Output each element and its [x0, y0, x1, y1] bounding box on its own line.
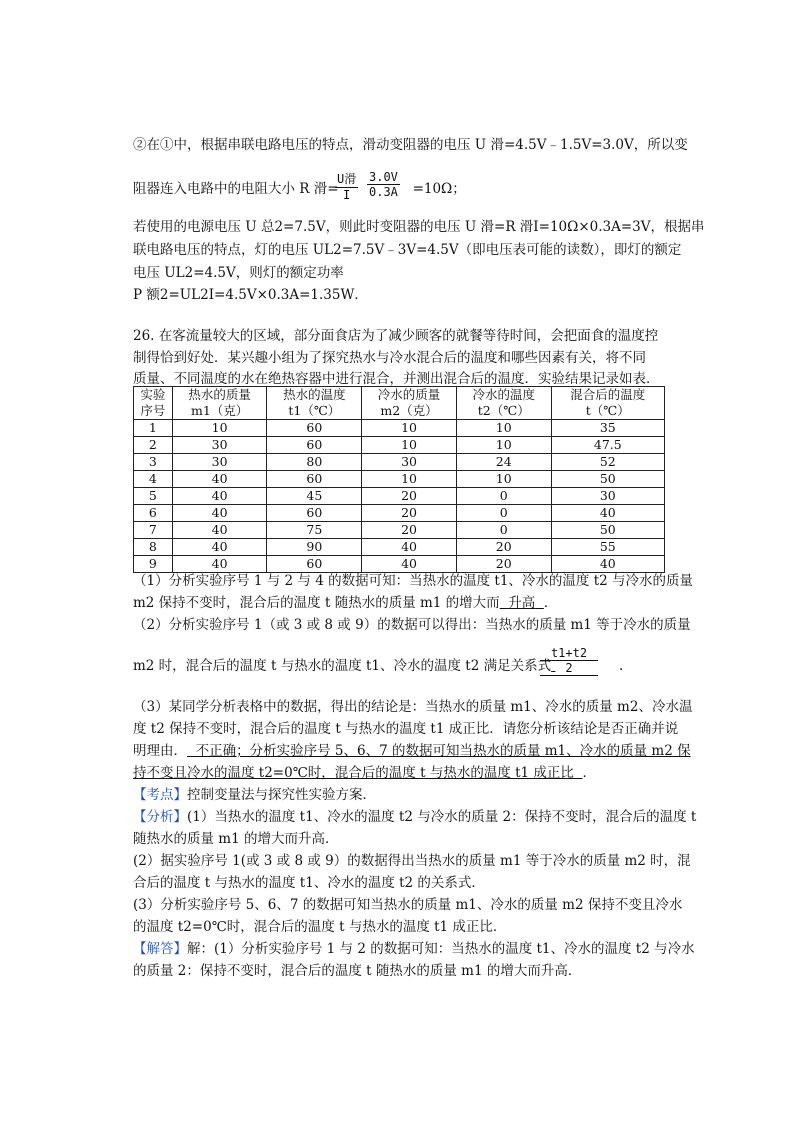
sub-q1-line-1: （1）分析实验序号 1 与 2 与 4 的数据可知：当热水的温度 t1、冷水的温度 t2 与冷水的质量	[133, 573, 694, 589]
header-cell: 混合后的温度 t（℃）	[551, 387, 664, 420]
question-26-line-3: 质量、不同温度的水在绝热容器中进行混合，并测出混合后的温度．实验结果记录如表．	[133, 371, 660, 387]
table-row	[134, 437, 665, 454]
table-cell: 50	[551, 522, 664, 539]
table-cell: 10	[456, 420, 551, 437]
header-cell: 热水的质量 m1（克）	[172, 387, 267, 420]
table-cell: 40	[551, 505, 664, 522]
table-cell: 20	[456, 556, 551, 573]
fenxi-line-1	[133, 808, 696, 826]
sub-q1-text: m2 保持不变时，混合后的温度 t 随热水的质量 m1 的增大而	[133, 595, 500, 611]
header-cell: 冷水的质量 m2（克）	[362, 387, 457, 420]
sub-q3-line-4: 持不变且冷水的温度 t2=0℃时，混合后的温度 t 与热水的温度 t1 成正比 ．	[133, 765, 597, 781]
fraction-numerator: t1+t2	[540, 646, 598, 661]
table-cell: 10	[456, 471, 551, 488]
table-cell: 3	[134, 454, 173, 471]
fraction-denominator: I	[343, 188, 351, 202]
table-row	[134, 505, 665, 522]
table-cell: 20	[362, 522, 457, 539]
fenxi-text: (1）当热水的温度 t1、冷水的温度 t2 与冷水的质量 2：保持不变时，混合后的温度 t	[187, 809, 697, 825]
table-cell: 24	[456, 454, 551, 471]
jieda-line-1	[133, 940, 695, 958]
header-cell: 热水的温度 t1（℃）	[267, 387, 362, 420]
header-cell: 实验 序号	[134, 387, 173, 420]
sub-q3-line-3	[133, 742, 691, 760]
table-cell: 10	[362, 437, 457, 454]
sub-q3-answer-1: 不正确；分析实验序号 5、6、7 的数据可知当热水的质量 m1、冷水的质量 m2 保	[195, 743, 691, 759]
sub-q2-text: m2 时，混合后的温度 t 与热水的温度 t1、冷水的温度 t2 满足关系式	[133, 658, 552, 674]
sub-q2-answer-fraction	[540, 646, 598, 676]
table-cell: 10	[172, 420, 267, 437]
table-cell: 10	[456, 437, 551, 454]
table-cell: 30	[551, 488, 664, 505]
table-cell: 6	[134, 505, 173, 522]
table-row	[134, 539, 665, 556]
experiment-table	[133, 386, 665, 573]
fraction-denominator: 2	[540, 661, 598, 676]
sub-q2-line-2: m2 时，混合后的温度 t 与热水的温度 t1、冷水的温度 t2 满足关系式 ．	[133, 658, 633, 674]
table-cell: 1	[134, 420, 173, 437]
table-cell: 80	[267, 454, 362, 471]
sub-q3-line-2: 度 t2 保持不变时，混合后的温度 t 与热水的温度 t1 成正比．请您分析该结论是否正确并说	[133, 721, 679, 737]
fenxi-label: 【分析】	[133, 809, 187, 825]
kaodian-text: 控制变量法与探究性实验方案．	[187, 787, 376, 803]
table-cell: 0	[456, 505, 551, 522]
sub-q3-line-1: （3）某同学分析表格中的数据，得出的结论是：当热水的质量 m1、冷水的质量 m2、冷水温	[133, 699, 693, 715]
table-header-row	[134, 387, 665, 420]
fenxi-line-3: (2）据实验序号 1(或 3 或 8 或 9）的数据得出当热水的质量 m1 等于冷水的质量 m2 时，混	[133, 853, 691, 869]
table-row	[134, 488, 665, 505]
table-row	[134, 522, 665, 539]
jieda-line-2: 的质量 2：保持不变时，混合后的温度 t 随热水的质量 m1 的增大而升高．	[133, 963, 582, 979]
table-cell: 30	[172, 454, 267, 471]
table-cell: 2	[134, 437, 173, 454]
sol-line-6: P 额2=UL2I=4.5V×0.3A=1.35W．	[133, 287, 368, 303]
table-cell: 35	[551, 420, 664, 437]
sol-line-5: 电压 UL2=4.5V，则灯的额定功率	[133, 265, 344, 281]
kaodian-line	[133, 786, 376, 804]
table-cell: 40	[551, 556, 664, 573]
sub-q3-text: 明理由．	[133, 743, 187, 759]
table-cell: 40	[172, 471, 267, 488]
table-cell: 60	[267, 471, 362, 488]
table-cell: 75	[267, 522, 362, 539]
table-cell: 60	[267, 505, 362, 522]
kaodian-label: 【考点】	[133, 787, 187, 803]
table-cell: 60	[267, 556, 362, 573]
sol-line-2	[133, 180, 466, 198]
sol-line-2-result: =10Ω；	[412, 181, 466, 197]
table-cell: 10	[362, 420, 457, 437]
table-cell: 40	[172, 522, 267, 539]
fenxi-line-2: 随热水的质量 m1 的增大而升高．	[133, 831, 339, 847]
table-cell: 47.5	[551, 437, 664, 454]
fenxi-line-4: 合后的温度 t 与热水的温度 t1、冷水的温度 t2 的关系式．	[133, 875, 485, 891]
sub-q1-line-2: m2 保持不变时，混合后的温度 t 随热水的质量 m1 的增大而 升高 ．	[133, 595, 558, 611]
sol-line-4: 联电路电压的特点，灯的电压 UL2=7.5V﹣3V=4.5V（即电压表可能的读数），即灯的额定	[133, 242, 682, 258]
table-cell: 60	[267, 437, 362, 454]
fraction-denominator: 0.3A	[369, 185, 398, 199]
fraction-numerator: 3.0V	[369, 170, 398, 184]
table-cell: 30	[172, 437, 267, 454]
header-cell: 冷水的温度 t2（℃）	[456, 387, 551, 420]
table-row	[134, 556, 665, 573]
table-cell: 40	[172, 488, 267, 505]
table-cell: 20	[456, 539, 551, 556]
table-cell: 9	[134, 556, 173, 573]
table-cell: 40	[172, 539, 267, 556]
jieda-label: 【解答】	[133, 941, 187, 957]
table-row	[134, 471, 665, 488]
sol-line-1: ②在①中，根据串联电路电压的特点，滑动变阻器的电压 U 滑=4.5V﹣1.5V=3.0V，所以变	[133, 137, 688, 153]
table-cell: 30	[362, 454, 457, 471]
table-row	[134, 454, 665, 471]
question-26-line-1: 26. 在客流量较大的区域，部分面食店为了减少顾客的就餐等待时间，会把面食的温度控	[133, 328, 659, 344]
fraction-u-over-i	[335, 170, 358, 202]
table-cell: 40	[362, 556, 457, 573]
table-cell: 0	[456, 488, 551, 505]
table-cell: 10	[362, 471, 457, 488]
table-cell: 5	[134, 488, 173, 505]
table-row	[134, 420, 665, 437]
table-cell: 20	[362, 505, 457, 522]
sub-q3-answer-2: 持不变且冷水的温度 t2=0℃时，混合后的温度 t 与热水的温度 t1 成正比	[133, 765, 574, 781]
fraction-numerator: U滑	[337, 172, 357, 186]
sol-line-2-text: 阻器连入电路中的电阻大小 R 滑=	[133, 181, 339, 197]
table-cell: 7	[134, 522, 173, 539]
sub-q2-line-1: （2）分析实验序号 1（或 3 或 8 或 9）的数据可以得出：当热水的质量 m1 等于冷水的质量	[133, 617, 691, 633]
table-cell: 90	[267, 539, 362, 556]
table-cell: 40	[172, 505, 267, 522]
table-cell: 40	[362, 539, 457, 556]
table-cell: 20	[362, 488, 457, 505]
fenxi-line-6: 的温度 t2=0℃时，混合后的温度 t 与热水的温度 t1 成正比．	[133, 919, 507, 935]
fraction-value	[367, 170, 400, 199]
table-cell: 45	[267, 488, 362, 505]
sub-q1-answer: 升高	[508, 595, 536, 611]
table-cell: 60	[267, 420, 362, 437]
table-cell: 4	[134, 471, 173, 488]
sol-line-3: 若使用的电源电压 U 总2=7.5V，则此时变阻器的电压 U 滑=R 滑I=10Ω×0.3A=3V，根据串	[133, 219, 705, 235]
table-cell: 40	[172, 556, 267, 573]
jieda-text: 解：(1）分析实验序号 1 与 2 的数据可知：当热水的温度 t1、冷水的温度 t2 与冷水	[187, 941, 695, 957]
table-cell: 52	[551, 454, 664, 471]
table-cell: 50	[551, 471, 664, 488]
question-26-line-2: 制得恰到好处．某兴趣小组为了探究热水与冷水混合后的温度和哪些因素有关，将不同	[133, 350, 646, 366]
table-cell: 8	[134, 539, 173, 556]
fenxi-line-5: (3）分析实验序号 5、6、7 的数据可知当热水的质量 m1、冷水的质量 m2 保持不变且冷水	[133, 897, 683, 913]
table-cell: 0	[456, 522, 551, 539]
table-cell: 55	[551, 539, 664, 556]
